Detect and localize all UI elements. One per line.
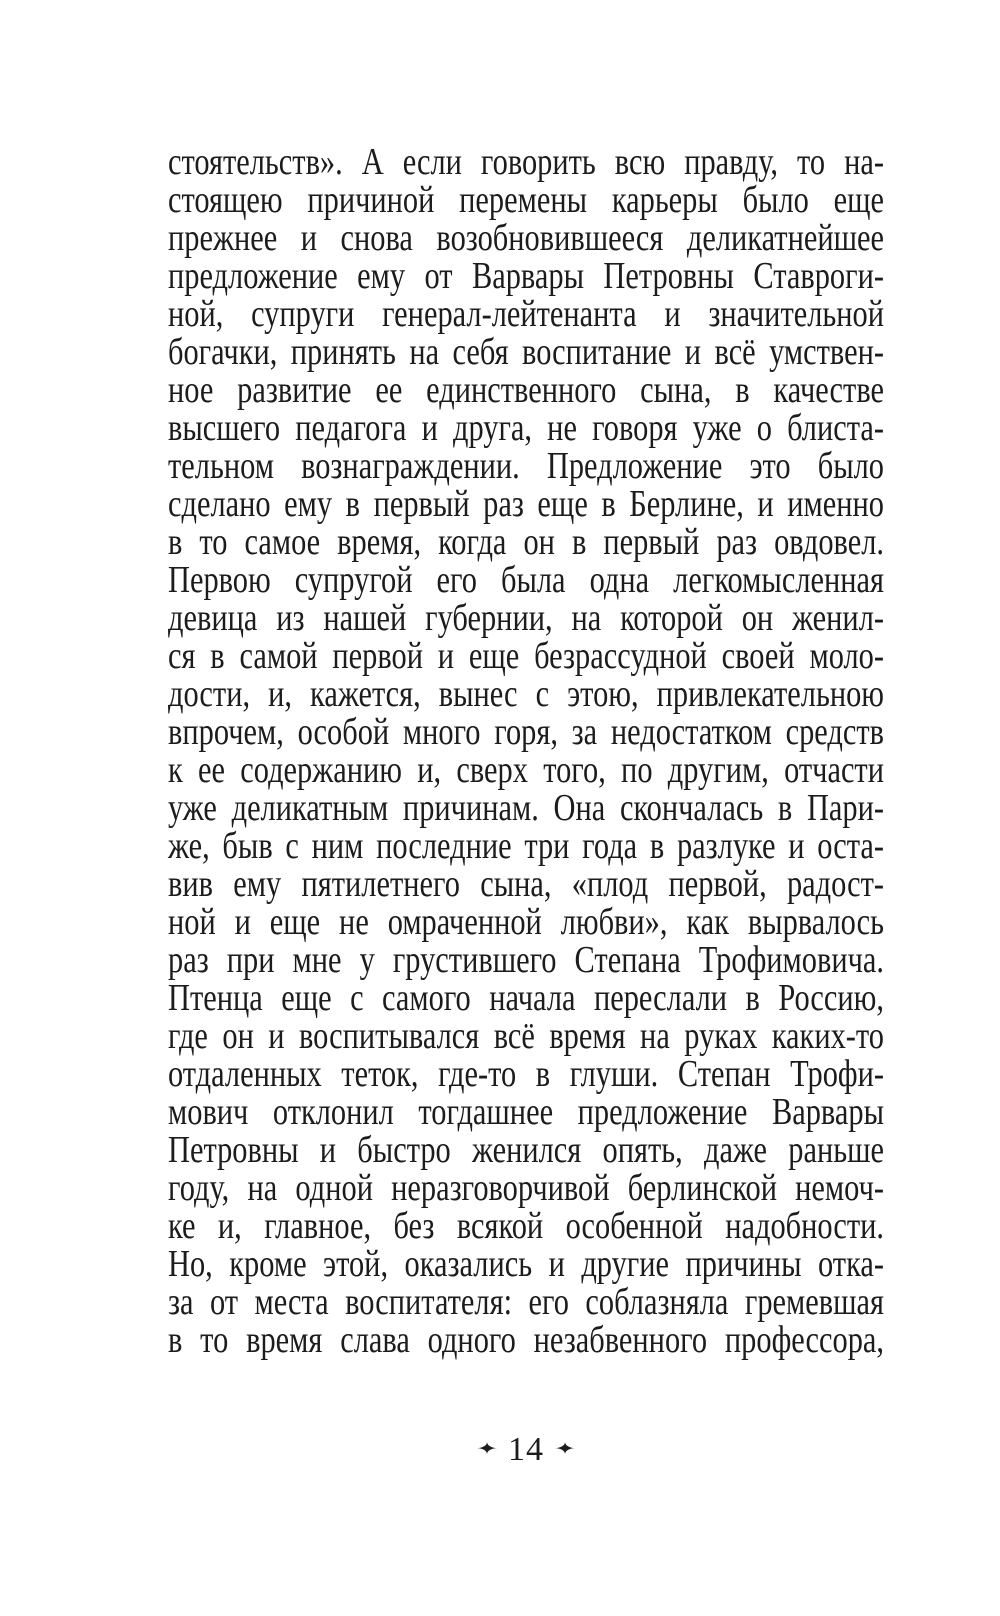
- text-line: Петровны и быстро женился опять, даже раньше: [168, 1129, 884, 1171]
- text-line: году, на одной неразговорчивой берлинской немоч-: [168, 1167, 884, 1209]
- text-line: уже деликатным причинам. Она скончалась в Пари-: [168, 787, 884, 829]
- text-line: отдаленных теток, где-то в глуши. Степан Трофи-: [168, 1053, 884, 1095]
- text-line: ное развитие ее единственного сына, в качестве: [168, 369, 884, 411]
- text-line: девица из нашей губернии, на которой он женил-: [168, 597, 884, 639]
- text-line: Первою супругой его была одна легкомысленная: [168, 559, 884, 601]
- diamond-ornament-icon: ✦: [553, 1439, 577, 1459]
- text-line: Птенца еще с самого начала переслали в Россию,: [168, 977, 884, 1019]
- text-line: ной и еще не омраченной любви», как вырвалось: [168, 901, 884, 943]
- text-line: Но, кроме этой, оказались и другие причины отка-: [168, 1243, 884, 1285]
- text-line: к ее содержанию и, сверх того, по другим, отчасти: [168, 749, 884, 791]
- text-line: раз при мне у грустившего Степана Трофимовича.: [168, 939, 884, 981]
- text-line: сделано ему в первый раз еще в Берлине, и именно: [168, 483, 884, 525]
- text-line: ной, супруги генерал-лейтенанта и значительной: [168, 293, 884, 335]
- text-line: прежнее и снова возобновившееся деликатнейшее: [168, 217, 884, 259]
- text-line: вив ему пятилетнего сына, «плод первой, радост-: [168, 863, 884, 905]
- text-line: предложение ему от Варвары Петровны Ставроги-: [168, 255, 884, 297]
- page-footer: [168, 1432, 884, 1472]
- body-text-block: [168, 143, 884, 1359]
- text-line: в то самое время, когда он в первый раз овдовел.: [168, 521, 884, 563]
- text-line: где он и воспитывался всё время на руках каких-то: [168, 1015, 884, 1057]
- text-line: же, быв с ним последние три года в разлуке и оста-: [168, 825, 884, 867]
- text-line: тельном вознаграждении. Предложение это было: [168, 445, 884, 487]
- page-number: 14: [508, 1431, 544, 1468]
- text-line: богачки, принять на себя воспитание и всё умствен-: [168, 331, 884, 373]
- text-line: за от места воспитателя: его соблазняла гремевшая: [168, 1281, 884, 1323]
- text-line: в то время слава одного незабвенного профессора,: [168, 1319, 884, 1361]
- text-line: дости, и, кажется, вынес с этою, привлекательною: [168, 673, 884, 715]
- text-line: стоятельств». А если говорить всю правду, то на-: [168, 141, 884, 183]
- text-line: мович отклонил тогдашнее предложение Варвары: [168, 1091, 884, 1133]
- text-line: ке и, главное, без всякой особенной надобности.: [168, 1205, 884, 1247]
- text-line: высшего педагога и друга, не говоря уже о блиста-: [168, 407, 884, 449]
- text-line: ся в самой первой и еще безрассудной своей моло-: [168, 635, 884, 677]
- text-line: стоящею причиной перемены карьеры было еще: [168, 179, 884, 221]
- text-line: впрочем, особой много горя, за недостатком средств: [168, 711, 884, 753]
- diamond-ornament-icon: ✦: [475, 1439, 499, 1459]
